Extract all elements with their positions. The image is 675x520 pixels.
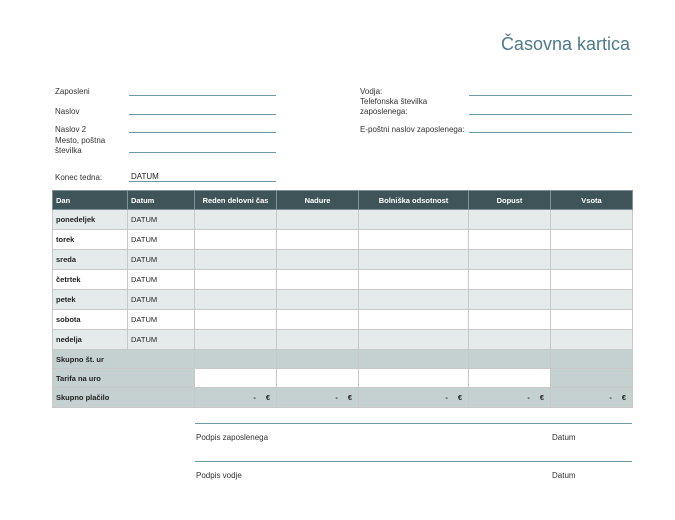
date-cell[interactable]: DATUM [128,230,195,250]
total-sick-cell [359,350,469,369]
city-zip-input[interactable] [129,152,276,153]
col-header-total: Vsota [551,191,633,210]
total-hours-row [53,350,633,369]
total-cell [551,210,633,230]
total-cell [551,230,633,250]
sick-cell[interactable] [359,270,469,290]
table-row [53,310,633,330]
employee-signature-line[interactable] [195,423,632,424]
vacation-cell[interactable] [469,290,551,310]
employee-input[interactable] [129,95,276,96]
sick-cell[interactable] [359,310,469,330]
date-cell[interactable]: DATUM [128,290,195,310]
col-header-vacation: Dopust [469,191,551,210]
regular-cell[interactable] [195,250,277,270]
sick-cell[interactable] [359,330,469,350]
overtime-cell[interactable] [277,230,359,250]
regular-cell[interactable] [195,310,277,330]
total-cell [551,290,633,310]
week-end-value[interactable]: DATUM [131,172,159,181]
pay-regular-cell: - € [195,388,277,408]
col-header-day: Dan [53,191,128,210]
pay-total-cell: - € [551,388,633,408]
rate-row [53,369,633,388]
day-cell: četrtek [53,270,128,290]
employee-phone-label: Telefonska številka zaposlenega: [360,97,428,116]
total-hours-label: Skupno št. ur [53,350,195,369]
col-header-date: Datum [128,191,195,210]
week-end-label: Konec tedna: [55,173,103,182]
total-cell [551,310,633,330]
total-vacation-cell [469,350,551,369]
regular-cell[interactable] [195,210,277,230]
day-cell: nedelja [53,330,128,350]
rate-vacation-input[interactable] [469,369,551,388]
table-header-row [53,191,633,210]
week-end-underline [129,181,276,182]
day-cell: petek [53,290,128,310]
overtime-cell[interactable] [277,210,359,230]
manager-signature-line[interactable] [195,461,632,462]
sick-cell[interactable] [359,290,469,310]
day-cell: sreda [53,250,128,270]
manager-label: Vodja: [360,87,383,96]
total-pay-row [53,388,633,408]
sick-cell[interactable] [359,210,469,230]
col-header-regular: Reden delovni čas [195,191,277,210]
date-cell[interactable]: DATUM [128,210,195,230]
employee-signature-label: Podpis zaposlenega [196,433,269,442]
page-title: Časovna kartica [500,34,630,54]
employee-email-input[interactable] [469,132,632,133]
date-cell[interactable]: DATUM [128,250,195,270]
overtime-cell[interactable] [277,290,359,310]
overtime-cell[interactable] [277,250,359,270]
overtime-cell[interactable] [277,330,359,350]
manager-input[interactable] [469,95,632,96]
rate-sum-cell [551,369,633,388]
rate-sick-input[interactable] [359,369,469,388]
table-row [53,270,633,290]
rate-overtime-input[interactable] [277,369,359,388]
regular-cell[interactable] [195,230,277,250]
date-cell[interactable]: DATUM [128,330,195,350]
vacation-cell[interactable] [469,210,551,230]
total-overtime-cell [277,350,359,369]
day-cell: torek [53,230,128,250]
vacation-cell[interactable] [469,310,551,330]
sick-cell[interactable] [359,250,469,270]
vacation-cell[interactable] [469,270,551,290]
manager-signature-date-label: Datum [552,471,576,480]
rate-label: Tarifa na uro [53,369,195,388]
city-zip-label: Mesto, poštna številka [55,136,106,155]
overtime-cell[interactable] [277,270,359,290]
col-header-sick: Bolniška odsotnost [359,191,469,210]
address2-input[interactable] [129,132,276,133]
manager-signature-label: Podpis vodje [196,471,242,480]
regular-cell[interactable] [195,270,277,290]
vacation-cell[interactable] [469,250,551,270]
pay-overtime-cell: - € [277,388,359,408]
table-row [53,250,633,270]
address2-label: Naslov 2 [55,125,87,134]
employee-label: Zaposleni [55,87,90,96]
total-cell [551,270,633,290]
date-cell[interactable]: DATUM [128,310,195,330]
table-row [53,210,633,230]
vacation-cell[interactable] [469,330,551,350]
vacation-cell[interactable] [469,230,551,250]
total-pay-label: Skupno plačilo [53,388,195,408]
address-input[interactable] [129,114,276,115]
total-sum-cell [551,350,633,369]
rate-regular-input[interactable] [195,369,277,388]
total-regular-cell [195,350,277,369]
employee-signature-date-label: Datum [552,433,576,442]
overtime-cell[interactable] [277,310,359,330]
employee-phone-input[interactable] [469,114,632,115]
sick-cell[interactable] [359,230,469,250]
total-cell [551,250,633,270]
table-row [53,230,633,250]
table-row [53,330,633,350]
pay-sick-cell: - € [359,388,469,408]
employee-email-label: E-poštni naslov zaposlenega: [360,125,465,134]
col-header-overtime: Nadure [277,191,359,210]
table-row [53,290,633,310]
regular-cell[interactable] [195,290,277,310]
total-cell [551,330,633,350]
day-cell: sobota [53,310,128,330]
pay-vacation-cell: - € [469,388,551,408]
address-label: Naslov [55,107,80,116]
timesheet-table [52,190,633,408]
date-cell[interactable]: DATUM [128,270,195,290]
day-cell: ponedeljek [53,210,128,230]
regular-cell[interactable] [195,330,277,350]
